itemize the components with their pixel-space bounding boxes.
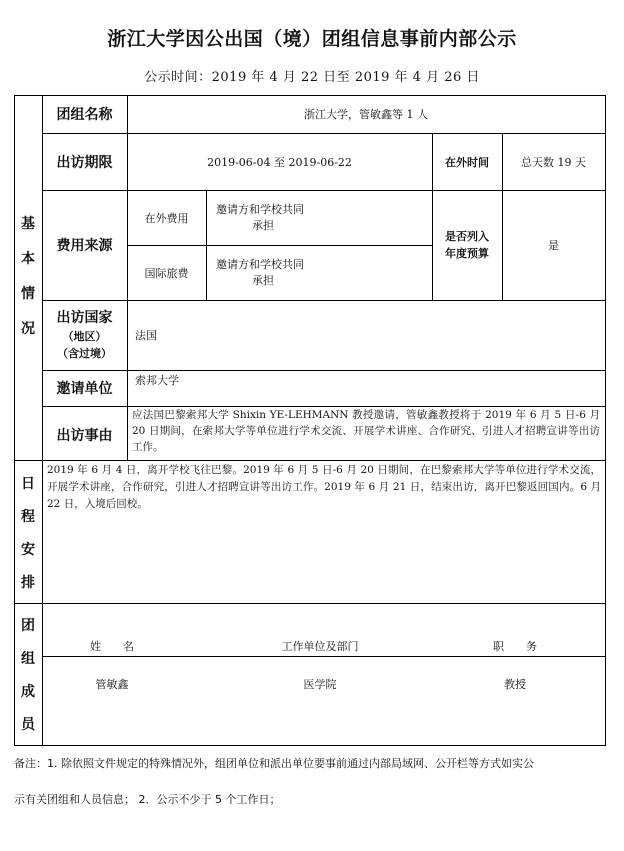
abroad-cost-value: 邀请方和学校共同 承担 [216,202,304,232]
purpose-value: 应法国巴黎索邦大学 Shixin YE-LEHMANN 教授邀请，管敏鑫教授将于 2019 年 6 月 5 日-6 月 20 日期间，在索邦大学等单位进行学术交流、开展学术讲座、合作研究、引进人才招聘宣讲等出访工作。 [132,409,600,453]
section-schedule: 日 程 安 排 [21,475,35,591]
column-header-unit: 工作单位及部门 [281,640,359,653]
funding-source-label: 费用来源 [56,238,113,254]
group-name-value: 浙江大学，管敏鑫等 1 人 [304,108,428,121]
group-name-label: 团组名称 [56,107,113,123]
note-line-2: 示有关团组和人员信息； 2．公示不少于 5 个工作日； [14,793,281,806]
schedule-text: 2019 年 6 月 4 日，离开学校飞往巴黎。2019 年 6 月 5 日-6 月 20 日期间，在巴黎索邦大学等单位进行学术交流，开展学术讲座，合作研究，引进人才招聘宣讲等出访工作。2019 年 6 月 21 日，结束出访，离开巴黎返回国内。6 月 22 日，入境后回校。 [47,464,601,510]
country-label: 出访国家 （地区） （含过境） [56,310,113,360]
member-position: 教授 [504,678,526,691]
intl-travel-value: 邀请方和学校共同 承担 [216,257,304,287]
publication-time: 公示时间：2019 年 4 月 22 日至 2019 年 4 月 26 日 [144,70,480,85]
section-members: 团 组 成 员 [21,617,35,733]
abroad-cost-label: 在外费用 [144,211,189,225]
abroad-time-label: 在外时间 [445,155,489,169]
member-unit: 医学院 [303,678,337,691]
note-line-1: 备注：1. 除依照文件规定的特殊情况外，组团单位和派出单位要事前通过内部局域网、公开栏等方式如实公 [14,757,534,770]
abroad-time-value: 总天数 19 天 [521,155,586,169]
column-header-name: 姓 名 [90,640,134,653]
intl-travel-label: 国际旅费 [144,266,189,280]
country-value: 法国 [135,329,157,342]
annual-budget-label: 是否列入 年度预算 [445,230,489,260]
member-name: 管敏鑫 [95,678,129,691]
inviter-label: 邀请单位 [56,381,113,397]
column-header-position: 职 务 [493,640,537,653]
purpose-label: 出访事由 [56,428,113,444]
period-label: 出访期限 [56,154,113,171]
page-title: 浙江大学因公出国（境）团组信息事前内部公示 [107,28,517,50]
section-basic-info: 基 本 情 况 [21,215,35,337]
annual-budget-value: 是 [548,239,559,252]
inviter-value: 索邦大学 [135,374,179,387]
period-value: 2019-06-04 至 2019-06-22 [207,155,352,169]
